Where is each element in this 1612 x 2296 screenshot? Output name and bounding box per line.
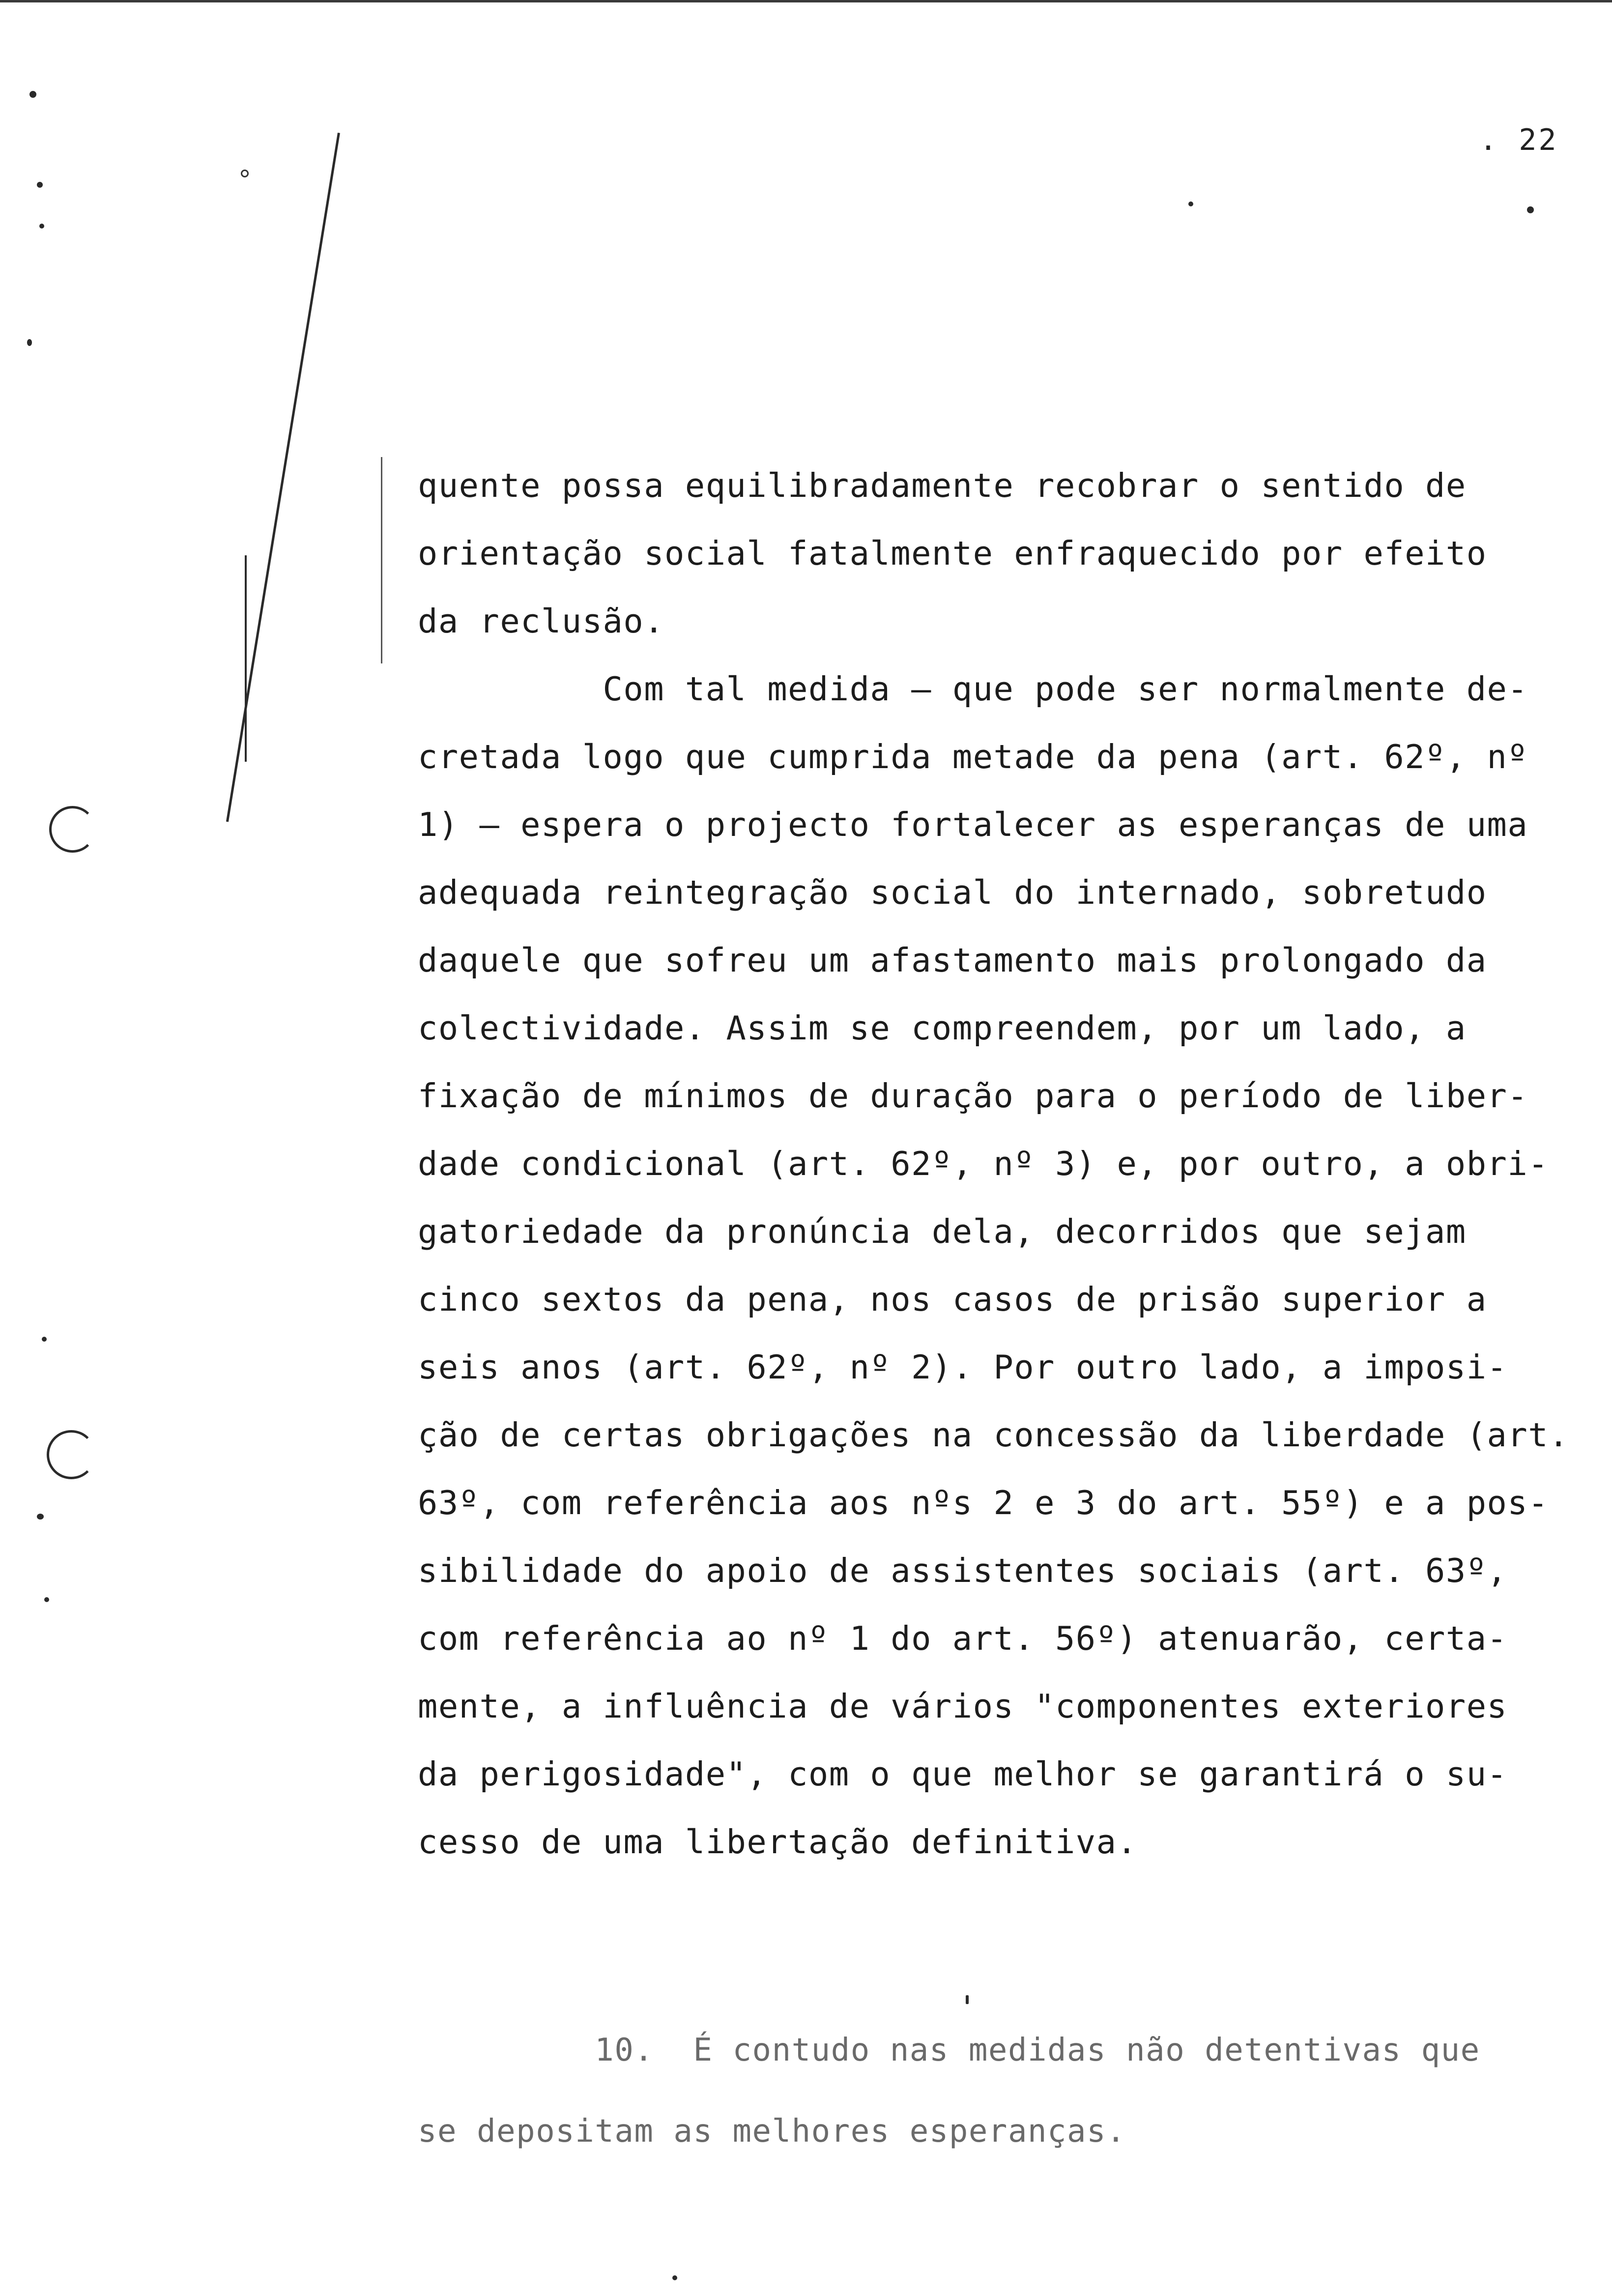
top-border-rule — [0, 0, 1612, 2]
scan-speck — [37, 1514, 44, 1520]
margin-bracket-line — [381, 457, 382, 663]
text-line: dade condicional (art. 62º, nº 3) e, por outro, a obri- — [418, 1145, 1549, 1183]
scan-speck — [27, 339, 32, 346]
text-line: adequada reintegração social do internado, sobretudo — [418, 873, 1487, 912]
text-line: cesso de uma libertação definitiva. — [418, 1823, 1138, 1861]
text-line: sibilidade do apoio de assistentes sociais (art. 63º, — [418, 1551, 1508, 1590]
text-line: cinco sextos da pena, nos casos de prisão superior a — [418, 1280, 1487, 1319]
section-line: 10. É contudo nas medidas não detentivas que — [418, 2032, 1480, 2068]
text-line: daquele que sofreu um afastamento mais prolongado da — [418, 941, 1487, 979]
scan-speck — [29, 91, 36, 98]
text-line: colectividade. Assim se compreendem, por um lado, a — [418, 1009, 1467, 1047]
text-line: 63º, com referência aos nºs 2 e 3 do art. 55º) e a pos- — [418, 1484, 1549, 1522]
text-line: orientação social fatalmente enfraquecido por efeito — [418, 534, 1487, 573]
scan-speck — [37, 182, 43, 188]
punch-hole-mark — [47, 1430, 96, 1479]
text-line: Com tal medida — que pode ser normalmente de- — [418, 670, 1528, 708]
text-line: quente possa equilibradamente recobrar o sentido de — [418, 466, 1467, 505]
text-line: ção de certas obrigações na concessão da liberdade (art. — [418, 1416, 1569, 1454]
margin-pen-stroke — [226, 133, 340, 822]
section-line: se depositam as melhores esperanças. — [418, 2113, 1126, 2150]
text-line: 1) — espera o projecto fortalecer as esperanças de uma — [418, 805, 1528, 844]
scan-speck — [1188, 201, 1193, 206]
scan-speck — [672, 2275, 677, 2280]
scan-speck — [39, 224, 44, 229]
text-line: com referência ao nº 1 do art. 56º) atenuarão, certa- — [418, 1619, 1508, 1658]
scan-speck — [44, 1597, 49, 1602]
text-line: fixação de mínimos de duração para o período de liber- — [418, 1077, 1528, 1115]
page-number: . 22 — [1479, 123, 1558, 157]
punch-hole-mark — [49, 806, 96, 853]
scan-speck — [241, 170, 249, 177]
scan-speck — [966, 1995, 969, 2004]
scan-speck — [1527, 206, 1534, 213]
text-line: gatoriedade da pronúncia dela, decorridos que sejam — [418, 1212, 1467, 1251]
text-line: da reclusão. — [418, 602, 665, 640]
text-line: mente, a influência de vários "componentes exteriores — [418, 1687, 1508, 1725]
margin-pen-stroke-short — [245, 555, 247, 762]
text-line: cretada logo que cumprida metade da pena (art. 62º, nº — [418, 738, 1528, 776]
scan-speck — [42, 1337, 47, 1342]
text-line: da perigosidade", com o que melhor se garantirá o su- — [418, 1755, 1508, 1793]
text-line: seis anos (art. 62º, nº 2). Por outro lado, a imposi- — [418, 1348, 1508, 1386]
